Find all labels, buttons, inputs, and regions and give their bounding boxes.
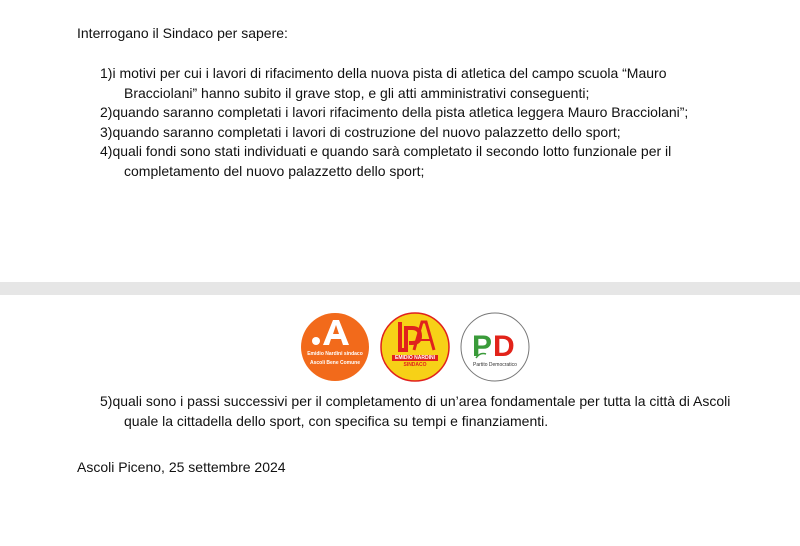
logo-a-line1: Emidio Nardini sindaco bbox=[307, 351, 363, 357]
question-item-5: 5)quali sono i passi successivi per il completamento di un’area fondamentale per tutta la città di Ascoli quale la cittadella dello sport, con specifica su tempi e finanziamenti. bbox=[100, 393, 731, 429]
logo-a-line2: Ascoli Bene Comune bbox=[309, 360, 360, 366]
logo-n-line2: SINDACO bbox=[403, 362, 427, 368]
signoff-date: Ascoli Piceno, 25 settembre 2024 bbox=[77, 459, 286, 475]
ascoli-bene-comune-logo bbox=[300, 312, 370, 382]
logo-n-line1: EMIDIO NARDINI bbox=[392, 355, 438, 361]
nardini-sindaco-logo bbox=[380, 312, 450, 382]
partito-democratico-logo bbox=[460, 312, 530, 382]
questions-list bbox=[100, 64, 740, 181]
question-item-2: 2)quando saranno completati i lavori rifacimento della pista atletica leggera Mauro Bracciolani”; bbox=[100, 104, 689, 120]
pd-p-letter: P bbox=[472, 330, 493, 363]
page-separator bbox=[0, 282, 800, 295]
question-item-4: 4)quali fondi sono stati individuati e quando sarà completato il secondo lotto funzionale per il completamento del nuovo palazzetto dello sport; bbox=[100, 143, 672, 179]
pd-label: Partito Democratico bbox=[473, 362, 517, 368]
question-item-3: 3)quando saranno completati i lavori di costruzione del nuovo palazzetto dello sport; bbox=[100, 123, 621, 140]
question-item-1: 1)i motivi per cui i lavori di rifacimento della nuova pista di atletica del campo scuola “Mauro Bracciolani” hanno subito il grave stop, e gli atti amministrativi conseguenti; bbox=[100, 65, 667, 101]
party-logos bbox=[0, 312, 800, 382]
pd-d-letter: D bbox=[493, 330, 515, 363]
intro-text: Interrogano il Sindaco per sapere: bbox=[77, 25, 288, 41]
